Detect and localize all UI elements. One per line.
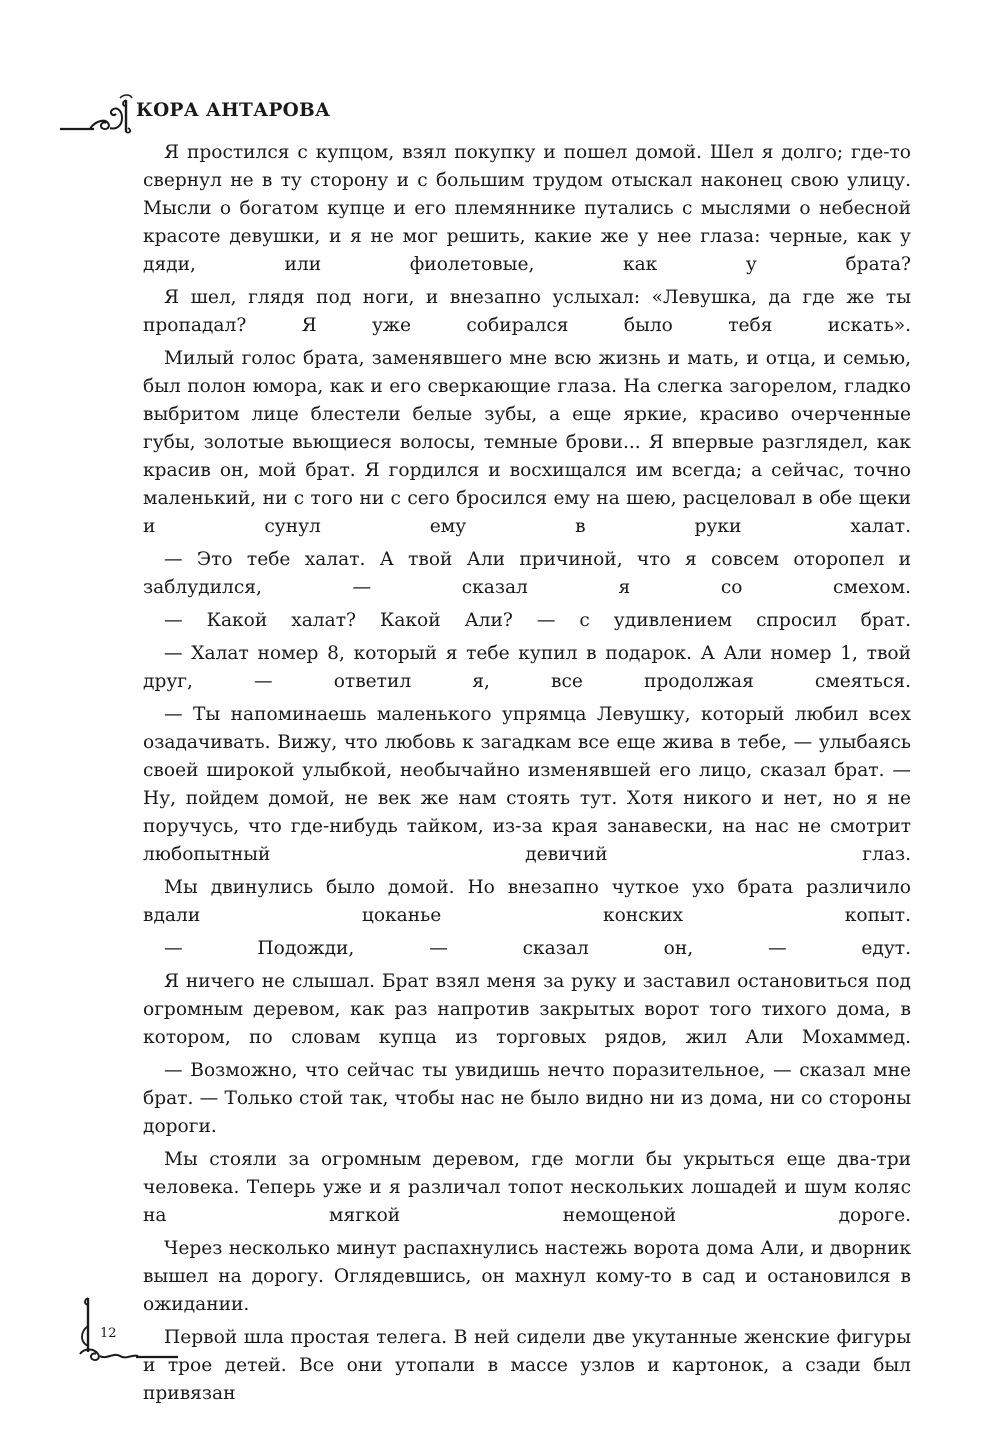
paragraph: Я простился с купцом, взял покупку и пошел домой. Шел я долго; где-то свернул не в ту сторону и с большим трудом отыскал наконец свою улицу. Мысли о богатом купце и его племяннике путались с мыслями о небесной красоте девушки, и я не мог решить, какие же у нее глаза: черные, как у дяди, или фиолетовые, как у брата?	[143, 142, 911, 275]
paragraph: Через несколько минут распахнулись настежь ворота дома Али, и дворник вышел на дорогу. Оглядевшись, он махнул кому-то в сад и остановился в ожидании.	[143, 1238, 911, 1315]
paragraph: Я шел, глядя под ноги, и внезапно услыхал: «Левушка, да где же ты пропадал? Я уже собирался было тебя искать».	[143, 287, 911, 336]
paragraph: — Ты напоминаешь маленького упрямца Левушку, который любил всех озадачивать. Вижу, что любовь к загадкам все еще жива в тебе, — улыбаясь своей широкой улыбкой, необычайно изменявшей его лицо, сказал брат. — Ну, пойдем домой, не век же нам стоять тут. Хотя никого и нет, но я не поручусь, что где-нибудь тайком, из-за края занавески, на нас не смотрит любопытный девичий глаз.	[143, 704, 911, 865]
paragraph: Мы стояли за огромным деревом, где могли бы укрыться еще два-три человека. Теперь уже и я различал топот нескольких лошадей и шум коляс на мягкой немощеной дороге.	[143, 1149, 911, 1226]
paragraph: Милый голос брата, заменявшего мне всю жизнь и мать, и отца, и семью, был полон юмора, как и его сверкающие глаза. На слегка загорелом, гладко выбритом лице блестели белые зубы, а еще яркие, красиво очерченные губы, золотые вьющиеся волосы, темные брови... Я впервые разглядел, как красив он, мой брат. Я гордился и восхищался им всегда; а сейчас, точно маленький, ни с того ни с сего бросился ему на шею, расцеловал в обе щеки и сунул ему в руки халат.	[143, 348, 911, 537]
page-footer	[70, 1296, 190, 1376]
paragraph: Я ничего не слышал. Брат взял меня за руку и заставил остановиться под огромным деревом, как раз напротив закрытых ворот того тихого дома, в котором, по словам купца из торговых рядов, жил Али Мохаммед.	[143, 971, 911, 1048]
page-number: 12	[100, 1326, 117, 1341]
paragraph: — Халат номер 8, который я тебе купил в подарок. А Али номер 1, твой друг, — ответил я, все продолжая смеяться.	[143, 643, 911, 692]
body-text	[143, 139, 911, 1408]
paragraph: — Это тебе халат. А твой Али причиной, что я совсем оторопел и заблудился, — сказал я со смехом.	[143, 549, 911, 598]
paragraph: Первой шла простая телега. В ней сидели две укутанные женские фигуры и трое детей. Все они утопали в массе узлов и картонок, а сзади был привязан	[143, 1327, 911, 1404]
ornament-icon	[60, 92, 140, 138]
paragraph: — Возможно, что сейчас ты увидишь нечто поразительное, — сказал мне брат. — Только стой так, чтобы нас не было видно ни из дома, ни со стороны дороги.	[143, 1060, 911, 1137]
paragraph: Мы двинулись было домой. Но внезапно чуткое ухо брата различило вдали цоканье конских копыт.	[143, 877, 911, 926]
author-name: КОРА АНТАРОВА	[136, 100, 331, 121]
running-header	[60, 92, 360, 138]
paragraph: — Какой халат? Какой Али? — с удивлением спросил брат.	[164, 610, 911, 631]
paragraph: — Подожди, — сказал он, — едут.	[164, 938, 911, 959]
footer-ornament-icon	[70, 1296, 190, 1376]
